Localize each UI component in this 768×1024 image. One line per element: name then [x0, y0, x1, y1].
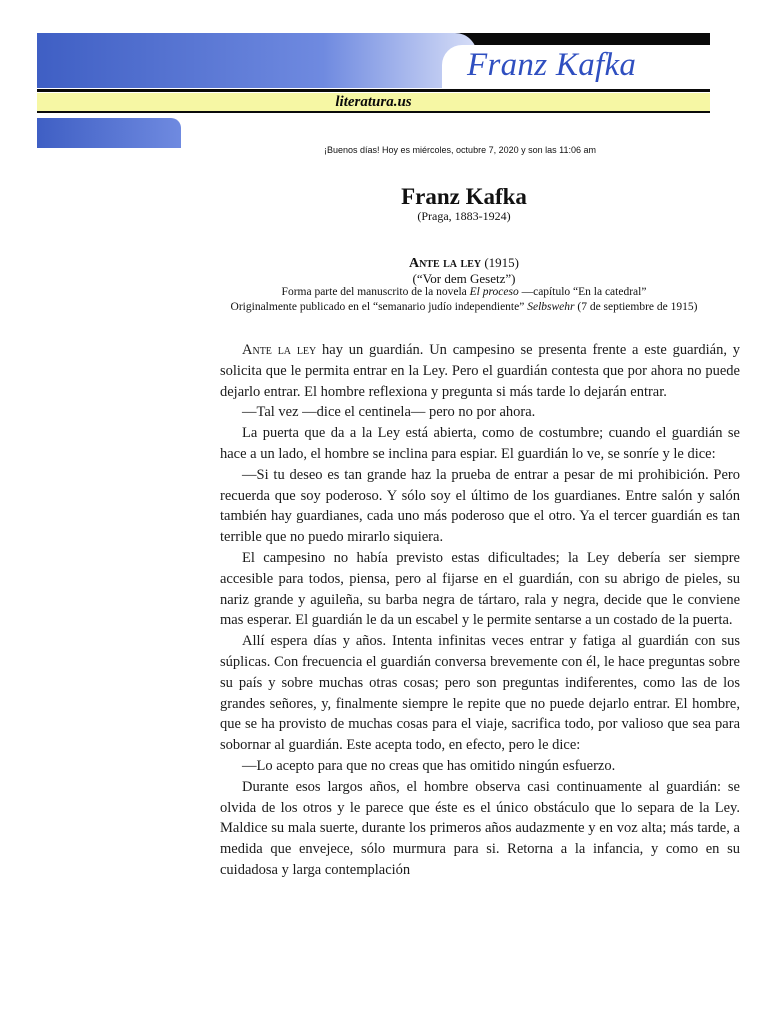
- paragraph: [220, 340, 740, 402]
- site-name-link[interactable]: literatura.us: [335, 94, 412, 110]
- story-body: [220, 340, 740, 881]
- paragraph: El campesino no había previsto estas dificultades; la Ley debería ser siempre accesible para todos, piensa, pero al fijarse en el guardián, con su abrigo de pieles, su nariz grande y aguileña, su barba negra de tártaro, rala y negra, decide que le conviene mas esperar. El guardián le da un escabel y le permite sentarse a un costado de la puerta.: [220, 549, 740, 629]
- novel-title: El proceso: [469, 286, 519, 298]
- banner-yellow-band: [37, 93, 710, 113]
- publication-name: Selbswehr: [527, 301, 575, 313]
- author-dates: (Praga, 1883-1924): [417, 209, 511, 223]
- paragraph: —Tal vez —dice el centinela— pero no por ahora.: [242, 404, 536, 421]
- banner-blue-block: [37, 33, 477, 88]
- paragraph: —Si tu deseo es tan grande haz la prueba de entrar a pesar de mi prohibición. Pero recuerda que soy poderoso. Y sólo soy el último de los guardianes. Entre salón y salón también hay guardianes, cada uno más poderoso que el otro. Ya el tercer guardián es tan terrible que no puedo mirarlo siquiera.: [220, 466, 740, 546]
- paragraph: Allí espera días y años. Intenta infinitas veces entrar y fatiga al guardián con sus súplicas. Con frecuencia el guardián conversa brevemente con él, le hace preguntas sobre su país y sobre muchas otras cosas; pero son preguntas indiferentes, como las de los grandes señores, y, finalmente siempre le repite que no puede dejarlo entrar. El hombre, que se ha provisto de muchas cosas para el viaje, sacrifica todo, por valioso que sea para sobornar al guardián. Este acepta todo, en efecto, pero le dice:: [220, 633, 740, 754]
- banner-divider: [37, 89, 710, 92]
- story-year: (1915): [481, 255, 520, 270]
- publication-note-a: Originalmente publicado en el “semanario judío independiente”: [230, 301, 528, 313]
- author-name: Franz Kafka: [401, 184, 527, 209]
- lead-words: Ante la ley: [242, 342, 317, 358]
- banner-blue-tab: [37, 118, 181, 148]
- greeting-line: ¡Buenos días! Hoy es miércoles, octubre 7, 2020 y son las 11:06 am: [324, 145, 596, 155]
- story-title-text: Ante la ley: [408, 256, 482, 271]
- manuscript-note-c: —capítulo “En la catedral”: [518, 286, 647, 298]
- manuscript-note: [180, 286, 748, 298]
- banner-title[interactable]: Franz Kafka: [467, 47, 637, 83]
- manuscript-note-a: Forma parte del manuscrito de la novela: [281, 286, 470, 298]
- paragraph: —Lo acepto para que no creas que has omitido ningún esfuerzo.: [242, 757, 616, 774]
- story-title: [200, 255, 728, 272]
- original-title: (“Vor dem Gesetz”): [412, 271, 516, 286]
- paragraph-1-text: hay un guardián. Un campesino se presenta frente a este guardián, y solicita que le permita entrar en la Ley. Pero el guardián contesta que por ahora no puede dejarlo entrar. El hombre reflexiona y pregunta si más tarde lo dejarán entrar.: [220, 342, 741, 400]
- paragraph: Durante esos largos años, el hombre observa casi continuamente al guardián: se olvida de los otros y le parece que éste es el único obstáculo que lo separa de la Ley. Maldice su mala suerte, durante los primeros años audazmente y en voz alta; más tarde, a medida que envejece, sólo murmura para si. Retorna a la infancia, y como en su cuidadosa y larga contemplación: [220, 778, 740, 878]
- publication-note: [180, 301, 748, 313]
- site-banner: [37, 33, 710, 148]
- paragraph: La puerta que da a la Ley está abierta, como de costumbre; cuando el guardián se hace a un lado, el hombre se inclina para espiar. El guardián lo ve, se sonríe y le dice:: [220, 425, 740, 462]
- publication-note-c: (7 de septiembre de 1915): [574, 301, 698, 313]
